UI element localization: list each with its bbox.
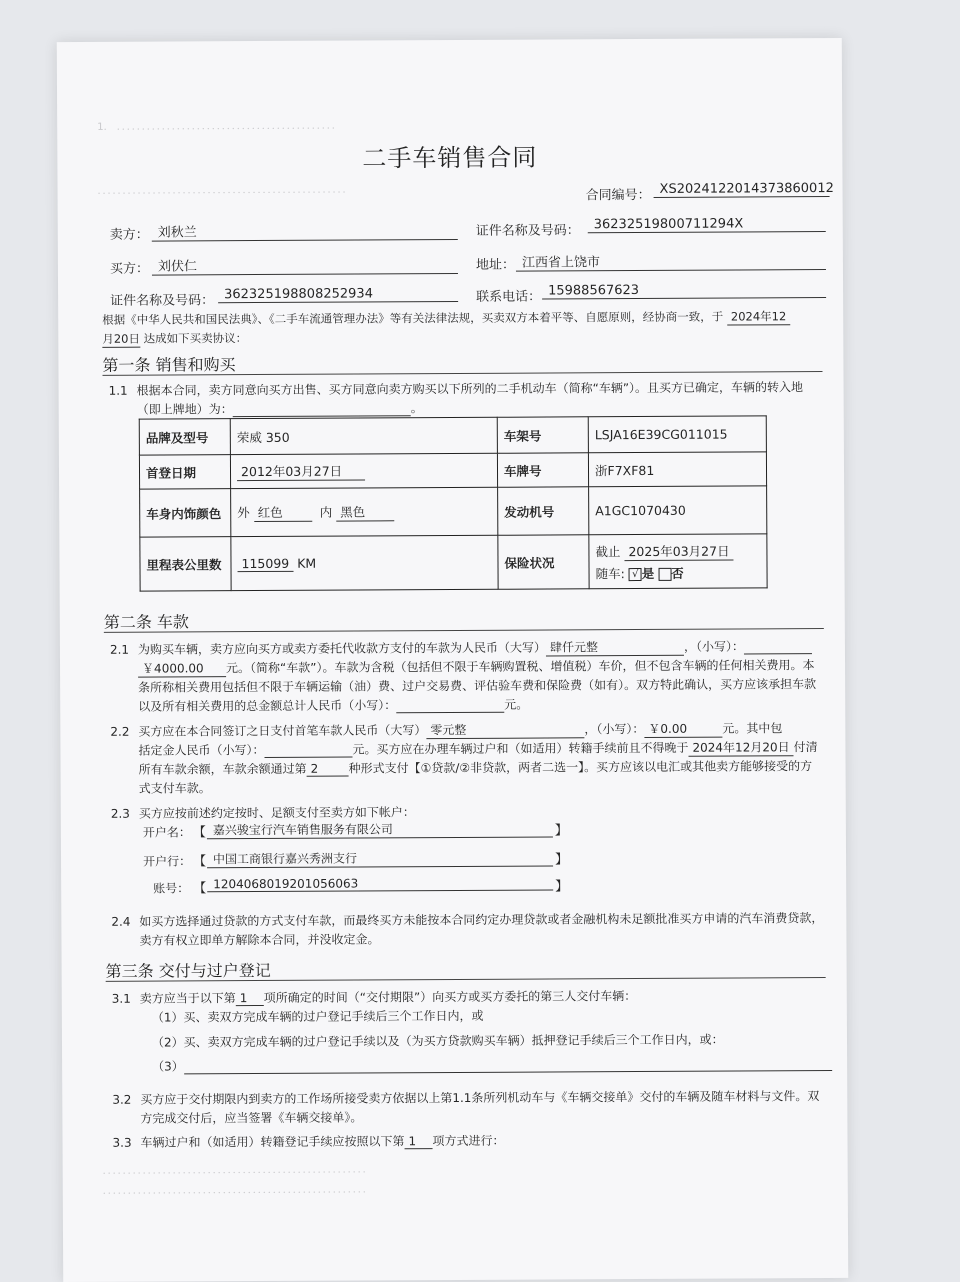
clause-number: 3.1 <box>111 991 131 1006</box>
clause-1-1-line-1: 根据本合同，卖方同意向买方出售、买方同意向卖方购买以下所列的二手机动车（简称“车辆”）。且买方已确定，车辆的转入地 <box>136 380 804 398</box>
contract-no-value: XS2024122014373860012 <box>653 181 829 198</box>
intro-line-1: 根据《中华人民共和国民法典》、《二手车流通管理办法》等有关法律法规，买卖双方本着平等、自愿原则，经协商一致，于 2024年12 <box>102 308 790 329</box>
account-number-label: 账号： <box>153 881 190 896</box>
bracket-open: 【 <box>193 854 207 870</box>
plate-label: 车牌号 <box>497 453 588 487</box>
clause-2-2-line-4: 式支付车款。 <box>138 781 211 796</box>
reg-date-label: 首登日期 <box>139 455 230 489</box>
table-row <box>140 534 767 591</box>
table-row <box>139 416 766 455</box>
bleed-through-text: ．．．．．．．．．．．．．．．．．．．．．．．．．．．．．．．．．．．．．．．．．．．．．．．．．．．．． <box>102 1184 373 1197</box>
seller-id-value: 36232519800711294X <box>588 216 826 233</box>
transfer-option: 1 <box>404 1134 432 1149</box>
buyer-phone-value: 15988567623 <box>542 282 826 299</box>
insurance-label: 保险状况 <box>498 535 589 589</box>
seller-id-label: 证件名称及号码： <box>475 223 580 239</box>
vehicle-table <box>139 415 768 591</box>
reg-date-value: 2012年03月27日 <box>237 461 365 481</box>
table-row <box>139 452 766 489</box>
engine-value: A1GC1070430 <box>589 486 767 535</box>
clause-number: 2.3 <box>110 806 130 821</box>
buyer-name: 刘伏仁 <box>152 254 458 276</box>
clause-3-2-line-1: 买方应于交付期限内到卖方的工作场所接受卖方依据以上第1.1条所列机动车与《车辆交接单》交付的车辆及随车材料与文件。双 <box>140 1089 820 1107</box>
contract-no-label: 合同编号： <box>585 187 651 204</box>
mileage-label: 里程表公里数 <box>140 537 231 591</box>
clause-3-1-option-2: （2）买、卖双方完成车辆的过户登记手续以及（为买方贷款购买车辆）抵押登记手续后三个工作日内，或： <box>151 1032 724 1050</box>
mileage-value: 115099 <box>237 555 293 571</box>
down-payment-words: 零元整 <box>426 720 584 739</box>
clause-2-3-line-1: 买方应按前述约定按时、足额支付至卖方如下帐户： <box>138 805 415 821</box>
account-bank: 中国工商银行嘉兴秀洲支行 <box>207 848 553 868</box>
clause-2-1-line-2: ￥4000.00 元。（简称“车款”）。车款为含税（包括但不限于车辆购置税、增值税）车价，但不包含车辆的任何相关费用。本 <box>138 656 815 678</box>
page-title: 二手车销售合同 <box>362 143 538 173</box>
section-divider <box>104 628 824 633</box>
article-1-heading: 第一条 销售和购买 <box>102 355 236 375</box>
color-cell: 外 红色 内 黑色 <box>231 487 498 536</box>
bracket-close: 】 <box>554 823 568 839</box>
intro-line-2: 月20日 达成如下买卖协议： <box>102 331 248 346</box>
exterior-color: 红色 <box>254 503 312 522</box>
no-checkbox[interactable] <box>658 567 671 580</box>
buyer-id-value: 362325198808252934 <box>218 286 458 303</box>
plate-value: 浙F7XF81 <box>588 452 766 487</box>
seller-name: 刘秋兰 <box>152 220 458 242</box>
engine-label: 发动机号 <box>498 487 589 535</box>
interior-color: 黑色 <box>336 502 394 521</box>
clause-2-4-line-1: 如买方选择通过贷款的方式支付车款，而最终买方未能按本合同约定办理贷款或者金融机构未足额批准买方申请的汽车消费贷款， <box>139 911 824 929</box>
mileage-unit: KM <box>297 555 317 571</box>
mileage-cell <box>231 535 498 590</box>
buyer-phone-label: 联系电话： <box>476 289 542 305</box>
vin-value: LSJA16E39CG011015 <box>588 416 766 453</box>
clause-2-4-line-2: 卖方有权立即单方解除本合同，并没收定金。 <box>139 932 380 948</box>
account-name: 嘉兴骏宝行汽车销售服务有限公司 <box>207 819 553 839</box>
clause-3-2-line-2: 方完成交付后，应当签署《车辆交接单》。 <box>140 1110 363 1126</box>
account-bank-label: 开户行： <box>143 854 192 869</box>
insurance-cell: 截止 2025年03月27日 随车: √ 是 否 <box>589 534 767 589</box>
clause-number: 3.2 <box>112 1092 132 1107</box>
down-payment-figures: ￥0.00 <box>644 720 722 738</box>
clause-3-3-line-1: 车辆过户和（如适用）转籍登记手续应按照以下第 1 项方式进行： <box>140 1133 505 1150</box>
payment-option: 2 <box>307 762 349 777</box>
bracket-open: 【 <box>192 825 206 841</box>
account-name-label: 开户名： <box>142 825 191 840</box>
bleed-through-text: ．．．．．．．．．．．．．．．．．．．．．．．．．．．．．．．．．．．．．．．．．．．．．．．．．． <box>97 184 353 197</box>
color-label: 车身内饰颜色 <box>140 489 231 537</box>
table-row <box>140 486 767 537</box>
clause-2-2-line-1: 买方应在本合同签订之日支付首笔车款人民币（大写） 零元整 ，（小写）： ￥0.00 元。其中包 <box>138 721 783 739</box>
article-2-heading: 第二条 车款 <box>103 612 189 632</box>
clause-3-1-option-3: （3） <box>152 1054 832 1075</box>
clause-number: 3.3 <box>112 1135 132 1150</box>
buyer-id-label: 证件名称及号码： <box>110 293 215 309</box>
price-in-words: 肆仟元整 <box>546 638 684 657</box>
clause-2-2-line-3: 所有车款余额，车款余额通过第 2 种形式支付【①贷款/②非贷款，两者二选一】。买方应该以电汇或其他卖方能够接受的方 <box>138 759 813 777</box>
bleed-through-text: 1． ．．．．．．．．．．．．．．．．．．．．．．．．．．．．．．．．．．．．．．．．．．．． <box>97 120 342 133</box>
buyer-addr-label: 地址： <box>475 257 515 273</box>
bleed-through-text: ．．．．．．．．．．．．．．．．．．．．．．．．．．．．．．．．．．．．．．．．．．．．．．．．．．．．． <box>102 1164 373 1177</box>
brand-value: 荣威 350 <box>230 417 497 454</box>
clause-2-1-line-4: 以及所有相关费用的总金额总计人民币（小写）： 元。 <box>138 697 529 714</box>
article-3-heading: 第三条 交付与过户登记 <box>105 960 271 981</box>
buyer-addr-value: 江西省上饶市 <box>516 250 826 272</box>
clause-1-1-line-2: （即上牌地）为： 。 <box>136 401 423 417</box>
clause-3-1-option-1: （1）买、卖双方完成车辆的过户登记手续后三个工作日内，或 <box>151 1008 484 1025</box>
brand-label: 品牌及型号 <box>139 419 230 455</box>
clause-2-1-line-1: 为购买车辆，卖方应向买方或卖方委托代收款方支付的车款为人民币（大写） 肆仟元整 ，（小写）： <box>138 637 812 659</box>
balance-deadline: 2024年12月20日 <box>688 738 793 757</box>
clause-2-2-line-2: 括定金人民币（小写）： 元。买方应在办理车辆过户和（如适用）转籍手续前且不得晚于 2024年12月20日 付清 <box>138 740 818 758</box>
contract-page <box>57 38 848 1282</box>
vin-label: 车架号 <box>497 417 588 453</box>
clause-3-1-line-1: 卖方应当于以下第 1 项所确定的时间（“交付期限”）向买方或买方委托的第三人交付车辆： <box>139 989 637 1006</box>
price-in-figures: ￥4000.00 <box>138 659 226 677</box>
clause-number: 2.1 <box>109 642 130 657</box>
bracket-close: 】 <box>555 852 569 868</box>
account-number: 1204068019201056063 <box>207 875 553 892</box>
yes-checkbox[interactable]: √ <box>629 568 642 581</box>
bracket-open: 【 <box>193 881 207 897</box>
clause-number: 2.4 <box>111 914 131 929</box>
bracket-close: 】 <box>555 879 569 895</box>
insurance-until: 2025年03月27日 <box>624 541 733 561</box>
clause-number: 2.2 <box>110 724 130 739</box>
seller-label: 卖方： <box>109 227 149 243</box>
buyer-label: 买方： <box>109 261 150 277</box>
reg-date-cell <box>230 453 497 488</box>
clause-number: 1.1 <box>108 383 128 398</box>
clause-2-1-line-3: 条所称相关费用包括但不限于车辆运输（油）费、过户交易费、评估验车费和保险费（如有）。双方特此确认，买方应该承担车款 <box>138 677 817 695</box>
delivery-option: 1 <box>236 991 264 1006</box>
